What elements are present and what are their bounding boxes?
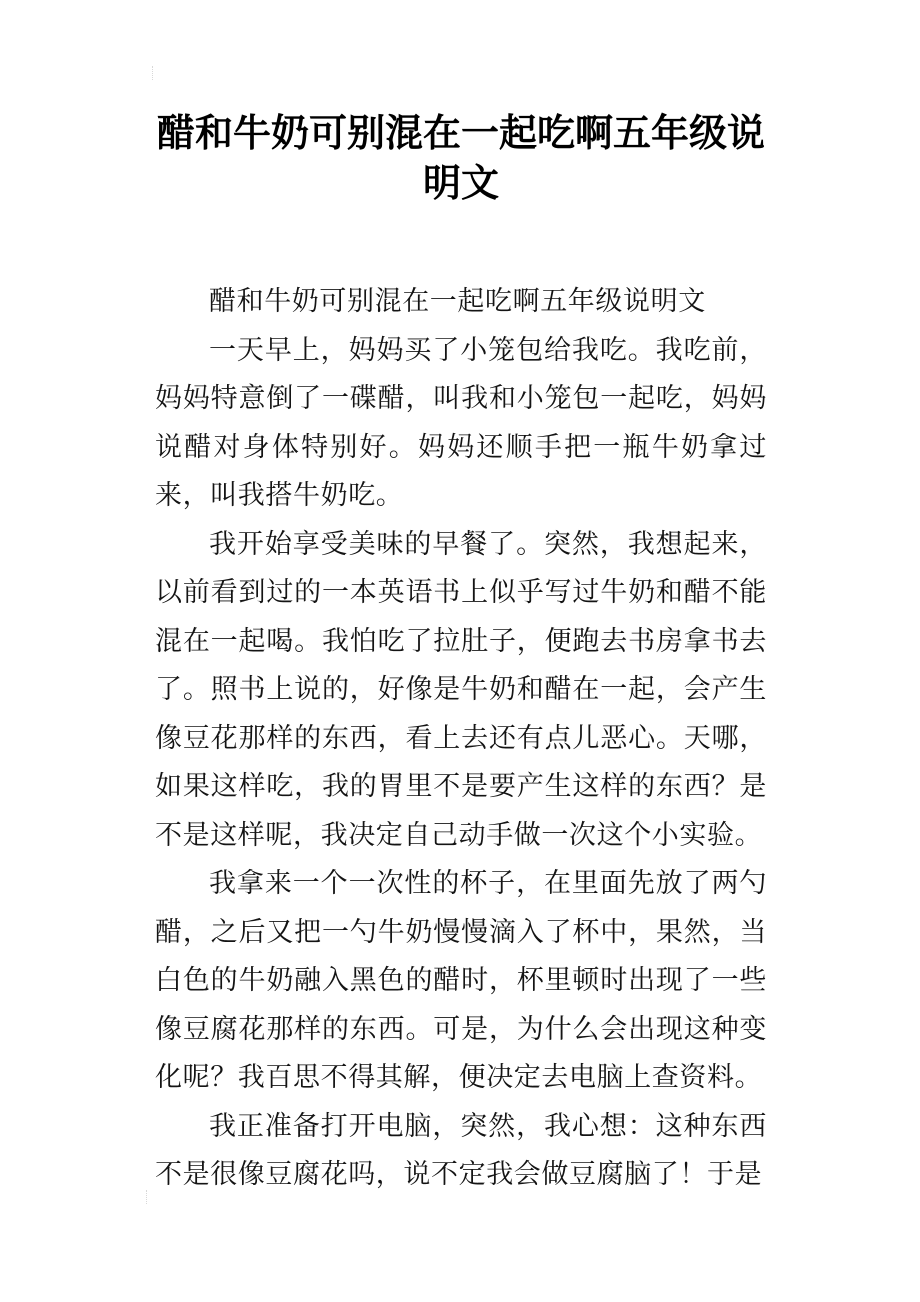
document-page [155,108,767,1200]
paragraph: 一天早上，妈妈买了小笼包给我吃。我吃前，妈妈特意倒了一碟醋，叫我和小笼包一起吃，妈妈说醋对身体特别好。妈妈还顺手把一瓶牛奶拿过来，叫我搭牛奶吃。 [155,334,767,511]
scan-corner-mark-bottom [146,1190,153,1204]
document-title: 醋和牛奶可别混在一起吃啊五年级说明文 [156,111,765,205]
paragraph-subtitle: 醋和牛奶可别混在一起吃啊五年级说明文 [209,286,706,317]
paragraph: 我正准备打开电脑，突然，我心想：这种东西不是很像豆腐花吗，说不定我会做豆腐脑了！于是 [155,1110,767,1190]
scan-corner-mark-top [152,66,159,80]
paragraph: 我拿来一个一次性的杯子，在里面先放了两勺醋，之后又把一勺牛奶慢慢滴入了杯中，果然，当白色的牛奶融入黑色的醋时，杯里顿时出现了一些像豆腐花那样的东西。可是，为什么会出现这种变化呢？我百思不得其解，便决定去电脑上查资料。 [155,868,767,1093]
paragraph: 我开始享受美味的早餐了。突然，我想起来，以前看到过的一本英语书上似乎写过牛奶和醋不能混在一起喝。我怕吃了拉肚子，便跑去书房拿书去了。照书上说的，好像是牛奶和醋在一起，会产生像豆花那样的东西，看上去还有点儿恶心。天哪，如果这样吃，我的胃里不是要产生这样的东西？是不是这样呢，我决定自己动手做一次这个小实验。 [155,528,767,851]
document-body [155,278,767,1200]
